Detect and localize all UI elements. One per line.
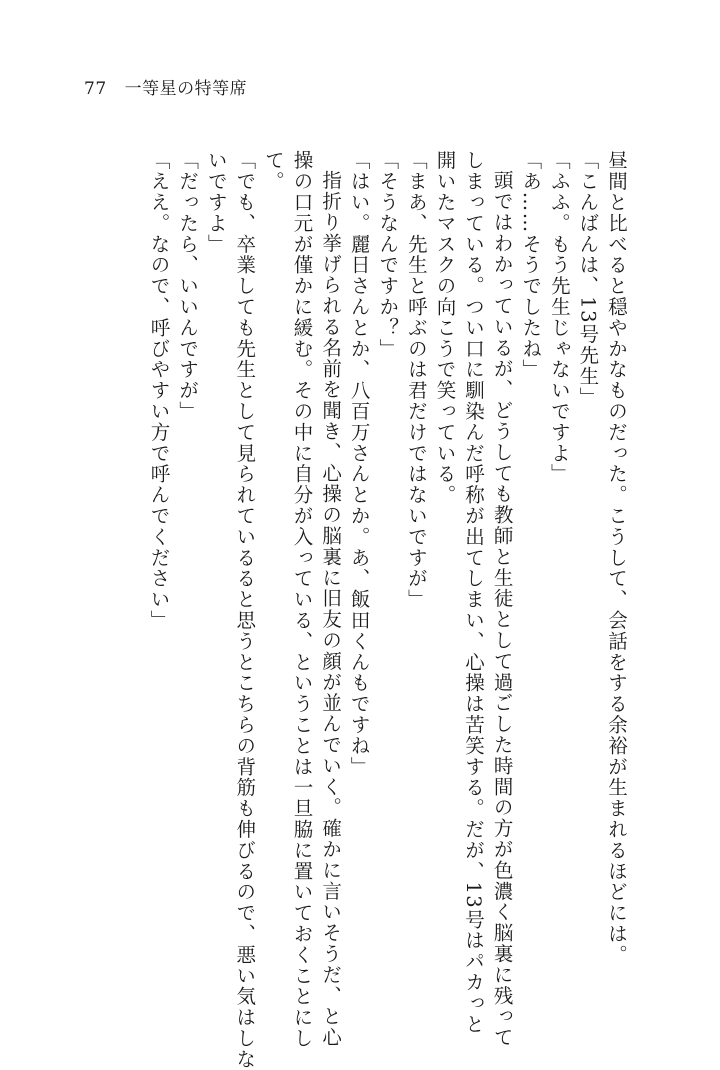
text-line: 「ええ。なので、呼びやすい方で呼んでください」 [147,150,171,631]
text-line: 「そうなんですか？」 [376,150,400,359]
text-line: 「ふふ。もう先生じゃないですよ」 [547,150,571,485]
text-line: て。 [261,150,285,192]
vertical-body-text [110,150,630,1070]
text-line: 開いたマスクの向こうで笑っている。 [433,150,457,506]
text-line: 「でも、卒業しても先生として見られているると思うとこちらの背筋も伸びるので、悪い気はしな [233,150,257,1070]
text-line: 「まあ、先生と呼ぶのは君だけではないですが」 [404,150,428,610]
text-line: 指折り挙げられる名前を聞き、心操の脳裏に旧友の顔が並んでいく。確かに言いそうだ、と心 [319,169,343,1048]
text-line: 操の口元が僅かに緩む。その中に自分が入っている、ということは一旦脇に置いておくことにし [290,150,314,1049]
text-line: 頭ではわかっているが、どうしても教師と生徒として過ごした時間の方が色濃く脳裏に残って [490,169,514,1048]
text-line: 「だったら、いいんですが」 [176,150,200,422]
running-header [84,74,247,99]
text-line: 「あ……そうでしたね」 [519,150,543,380]
text-line: 「こんばんは、13号先生」 [576,150,600,408]
chapter-title: 一等星の特等席 [124,79,248,99]
text-line: しまっている。つい口に馴染んだ呼称が出てしまい、心操は苦笑する。だが、13号はパカっと [462,150,486,1035]
text-line: 昼間と比べると穏やかなものだった。こうして、会話をする余裕が生まれるほどには。 [605,150,628,966]
text-line: 「はい。麗日さんとか、八百万さんとか。あ、飯田くんもですね」 [347,150,371,777]
page-number: 77 [84,79,107,99]
text-line: いですよ」 [204,150,228,255]
